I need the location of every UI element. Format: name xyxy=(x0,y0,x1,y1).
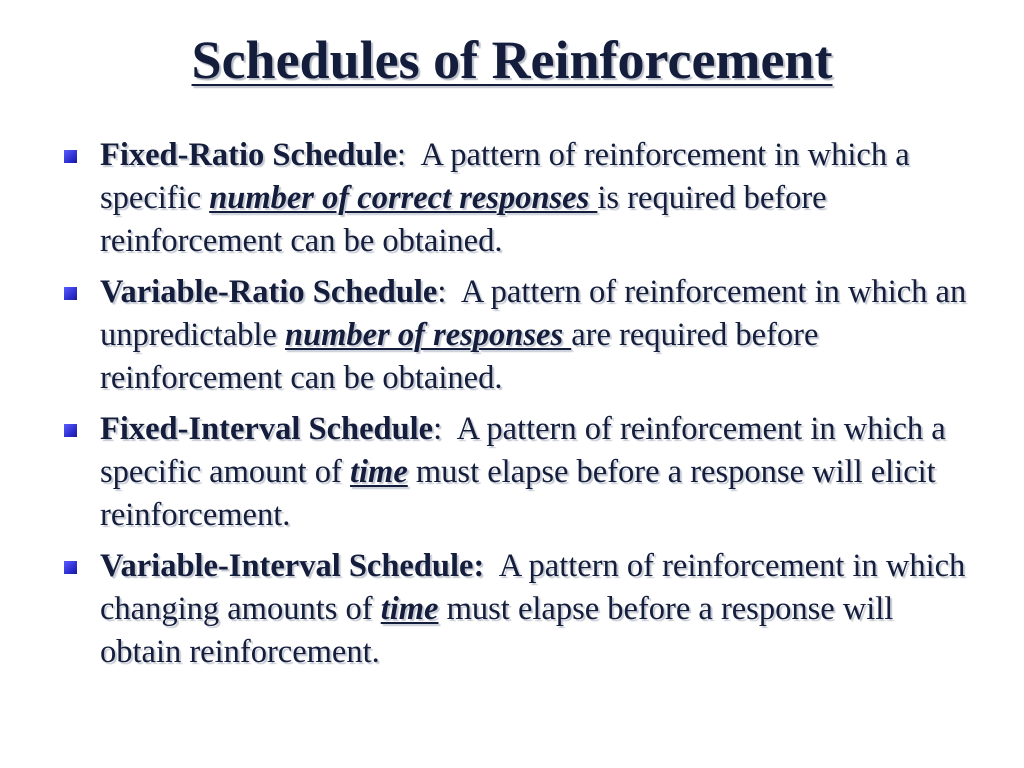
emphasis-text: time xyxy=(380,591,439,627)
bullet-item-fixed-interval xyxy=(62,408,967,537)
emphasis-text: number of correct responses xyxy=(209,180,598,216)
emphasis-text: time xyxy=(350,454,408,490)
definition-text-end: are required before reinforcement can be obtained. xyxy=(100,317,819,396)
term-label: Fixed-Ratio Schedule xyxy=(100,137,398,173)
square-bullet-icon xyxy=(64,287,77,300)
term-label: Fixed-Interval Schedule xyxy=(100,411,434,447)
bullet-item-variable-interval xyxy=(62,545,974,674)
slide-title: Schedules of Reinforcement xyxy=(191,30,833,90)
definition-text: A pattern of reinforcement in which an unpredictable xyxy=(100,274,975,353)
definition-text-end: must elapse before a response will obtain reinforcement. xyxy=(100,591,902,670)
term-colon: : xyxy=(397,137,407,173)
bullet-list xyxy=(62,134,975,682)
definition-text-end: must elapse before a response will elicit reinforcement. xyxy=(100,454,944,533)
bullet-item-variable-ratio xyxy=(62,271,975,400)
definition-text: A pattern of reinforcement in which a specific amount of xyxy=(100,411,954,490)
definition-text: A pattern of reinforcement in which changing amounts of xyxy=(100,548,974,627)
definition-text-end: is required before reinforcement can be obtained. xyxy=(100,180,827,259)
term-label: Variable-Ratio Schedule xyxy=(100,274,438,310)
term-colon: : xyxy=(437,274,447,310)
emphasis-text: number of responses xyxy=(285,317,572,353)
term-colon: : xyxy=(433,411,443,447)
definition-text: A pattern of reinforcement in which a specific xyxy=(100,137,918,216)
square-bullet-icon xyxy=(64,150,77,163)
bullet-item-fixed-ratio xyxy=(62,134,967,263)
square-bullet-icon xyxy=(64,561,77,574)
square-bullet-icon xyxy=(64,424,77,437)
term-label: Variable-Interval Schedule: xyxy=(100,548,485,584)
